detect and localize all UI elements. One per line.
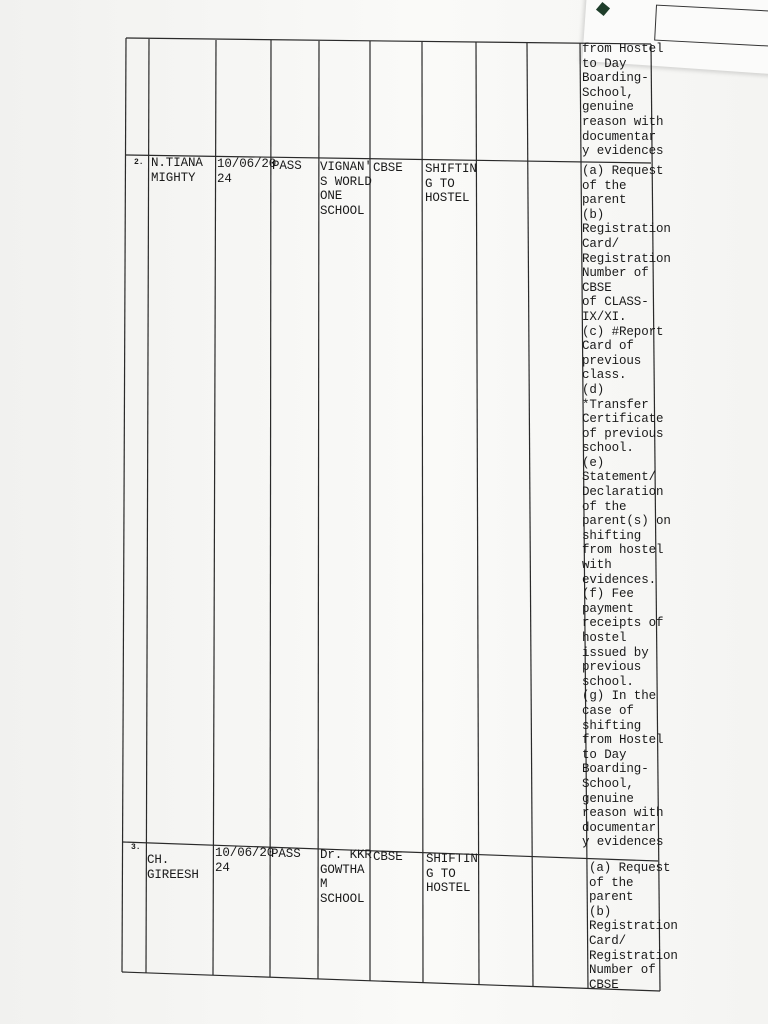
row-serial-number: 3. — [131, 843, 141, 852]
student-name: CH. GIREESH — [147, 853, 199, 882]
reason-cell: SHIFTIN G TO HOSTEL — [425, 162, 477, 206]
reason-cell: SHIFTIN G TO HOSTEL — [426, 852, 478, 896]
board-cell: CBSE — [373, 850, 403, 864]
student-name: N.TIANA MIGHTY — [151, 156, 203, 185]
previous-row-documents: from Hostel to Day Boarding- School, genuine reason with documentar y evidences — [582, 42, 664, 159]
result-cell: PASS — [272, 159, 302, 173]
documents-cell: (a) Request of the parent (b) Registration Card/ Registration Number of CBSE of CLASS- IX/XI. (c) #Report Card of previous class. (d) *Transfer Certificate of previous school. (e) Statement/ Declaration of the parent(s) on shifting from hostel with evidences. (f) Fee payment receipts of hostel issued by previous school. (g) In the case of shifting from Hostel to Day Boarding- School, genuine reason with documentar y evidences — [582, 164, 671, 850]
documents-cell: (a) Request of the parent (b) Registration Card/ Registration Number of CBSE — [589, 861, 678, 992]
previous-school-cell: VIGNAN' S WORLD ONE SCHOOL — [320, 160, 372, 218]
date-cell: 10/06/20 24 — [217, 157, 277, 186]
date-cell: 10/06/20 24 — [215, 846, 275, 875]
row-serial-number: 2. — [134, 158, 144, 167]
previous-school-cell: Dr. KKR GOWTHA M SCHOOL — [320, 848, 372, 906]
board-cell: CBSE — [373, 161, 403, 175]
result-cell: PASS — [271, 847, 301, 861]
